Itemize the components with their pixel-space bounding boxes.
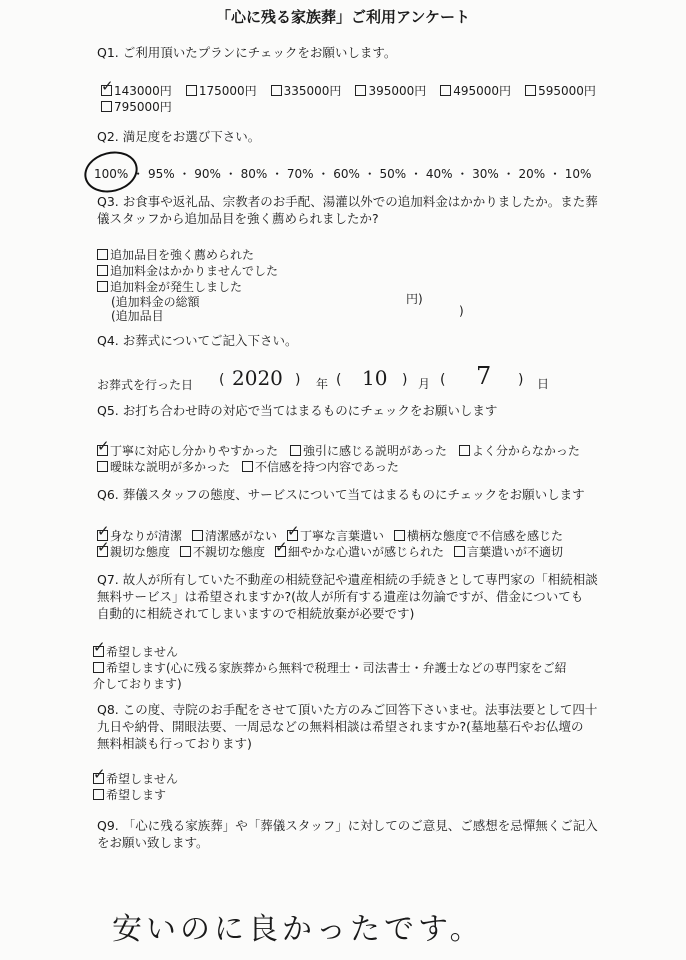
checkbox-option[interactable] — [394, 528, 563, 544]
q5-question: Q5. お打ち合わせ時の対応で当てはまるものにチェックをお願いします — [97, 403, 498, 418]
option-label: 175000円 — [198, 84, 257, 98]
option-label: 795000円 — [114, 100, 172, 114]
option-label: 不信感を持つ内容であった — [255, 460, 399, 474]
q5-options-row1 — [97, 443, 592, 459]
option-label: 身なりが清潔 — [110, 529, 183, 543]
option-label: 335000円 — [283, 84, 342, 98]
checkbox-checked[interactable] — [97, 546, 108, 557]
q3-option-no-extra-charge[interactable]: 追加料金はかかりませんでした — [97, 263, 278, 279]
checkbox-option[interactable] — [101, 83, 172, 99]
checkbox[interactable] — [459, 445, 470, 456]
satisfaction-option[interactable]: 50% — [379, 167, 407, 181]
checkbox-checked[interactable] — [97, 445, 108, 456]
checkbox-checked[interactable] — [93, 646, 104, 657]
q7-option-request-cont: 介しております) — [93, 677, 182, 691]
q6-options-row2 — [97, 544, 573, 560]
checkbox-checked[interactable] — [101, 85, 112, 96]
q1-question: Q1. ご利用頂いたプランにチェックをお願いします。 — [97, 45, 397, 60]
checkbox-option[interactable] — [440, 83, 511, 99]
satisfaction-option[interactable]: 95% — [147, 167, 175, 181]
q6-question: Q6. 葬儀スタッフの態度、サービスについて当てはまるものにチェックをお願いします — [97, 487, 585, 502]
option-label: 強引に感じる説明があった — [303, 444, 447, 458]
checkbox-option[interactable] — [287, 528, 384, 544]
checkbox-checked[interactable] — [275, 546, 286, 557]
q8-question-line3: 無料相談も行っております) — [97, 736, 252, 751]
funeral-day-value[interactable]: 7 — [476, 362, 492, 390]
option-label: 丁寧な言葉遣い — [300, 529, 385, 543]
satisfaction-option[interactable]: 40% — [425, 167, 453, 181]
checkbox-option[interactable] — [97, 528, 182, 544]
checkbox-option[interactable] — [355, 83, 426, 99]
q7-option-decline[interactable]: ✓希望しません — [93, 644, 178, 660]
checkbox[interactable] — [93, 789, 104, 800]
q8-question-line2: 九日や納骨、開眼法要、一周忌などの無料相談は希望されますか?(墓地墓石やお仏壇の — [97, 719, 584, 734]
scale-separator: ・ — [313, 167, 334, 181]
checkbox[interactable] — [97, 461, 108, 472]
scale-separator: ・ — [359, 167, 380, 181]
checkbox-option[interactable] — [275, 544, 444, 560]
checkbox-option[interactable] — [97, 459, 230, 475]
scale-separator: ・ — [128, 167, 148, 181]
q8-option-request[interactable]: 希望します — [93, 787, 166, 803]
checkbox-option[interactable] — [271, 83, 342, 99]
scale-separator: ・ — [498, 167, 519, 181]
selected-circle-mark — [80, 146, 142, 198]
q5-options-row2 — [97, 459, 411, 475]
checkbox-option[interactable] — [101, 99, 172, 115]
scale-separator: ・ — [406, 167, 426, 181]
scale-separator: ・ — [267, 167, 287, 181]
option-label: 曖昧な説明が多かった — [110, 460, 231, 474]
option-label: 丁寧に対応し分かりやすかった — [110, 444, 279, 458]
option-label: 細やかな心遣いが感じられた — [288, 545, 445, 559]
checkbox-option[interactable] — [454, 544, 563, 560]
q1-options-row1 — [101, 83, 610, 99]
scale-separator: ・ — [220, 167, 241, 181]
checkbox-checked[interactable] — [287, 530, 298, 541]
checkbox[interactable] — [97, 249, 108, 260]
checkbox[interactable] — [290, 445, 301, 456]
option-label: よく分からなかった — [471, 444, 580, 458]
option-label: 143000円 — [114, 84, 172, 98]
q3-items-close: ) — [459, 304, 464, 318]
option-label: 横柄な態度で不信感を感じた — [407, 529, 564, 543]
funeral-month-value[interactable]: 10 — [362, 366, 388, 390]
scale-separator: ・ — [545, 167, 565, 181]
checkbox[interactable] — [454, 546, 465, 557]
checkbox[interactable] — [97, 265, 108, 276]
checkbox-option[interactable] — [459, 443, 580, 459]
checkbox[interactable] — [101, 101, 112, 112]
scale-separator: ・ — [174, 167, 195, 181]
option-label: 595000円 — [538, 84, 596, 98]
q3-option-extra-charge[interactable]: 追加料金が発生しました — [97, 279, 242, 295]
q3-question-line2: 儀スタッフから追加品目を強く薦められましたか? — [97, 211, 379, 226]
checkbox-option[interactable] — [290, 443, 447, 459]
q1-options-row2 — [101, 99, 186, 115]
q3-question-line1: Q3. お食事や返礼品、宗教者のお手配、湯灌以外での追加料金はかかりましたか。また葬 — [97, 194, 598, 209]
satisfaction-option[interactable]: 10% — [564, 167, 592, 181]
option-label: 不親切な態度 — [193, 545, 266, 559]
satisfaction-option[interactable]: 60% — [333, 167, 360, 181]
checkbox-option[interactable] — [180, 544, 265, 560]
page-title: 「心に残る家族葬」ご利用アンケート — [215, 8, 471, 26]
satisfaction-option[interactable]: 80% — [240, 167, 268, 181]
checkbox-option[interactable] — [97, 443, 278, 459]
q9-question-line2: をお願い致します。 — [97, 835, 209, 850]
q7-question-line3: 自動的に相続されてしまいますので相続放棄が必要です) — [97, 606, 415, 621]
satisfaction-option[interactable]: 90% — [194, 167, 221, 181]
checkbox[interactable] — [394, 530, 405, 541]
checkbox-option[interactable] — [186, 83, 257, 99]
checkbox[interactable] — [97, 281, 108, 292]
checkbox-option[interactable] — [525, 83, 596, 99]
q4-question: Q4. お葬式についてご記入下さい。 — [97, 333, 298, 348]
q7-question-line1: Q7. 故人が所有していた不動産の相続登記や遺産相続の手続きとして専門家の「相続相談 — [97, 572, 598, 587]
checkbox-option[interactable] — [97, 544, 170, 560]
q9-handwritten-answer[interactable]: 安いのに良かったです。 — [112, 912, 484, 947]
checkbox[interactable] — [525, 85, 536, 96]
satisfaction-option[interactable]: 70% — [286, 167, 314, 181]
option-label: 395000円 — [368, 84, 427, 98]
q6-options-row1 — [97, 528, 573, 544]
satisfaction-option[interactable]: 30% — [472, 167, 499, 181]
satisfaction-option[interactable]: 20% — [518, 167, 546, 181]
scale-separator: ・ — [452, 167, 473, 181]
funeral-date-label: お葬式を行った日 — [97, 378, 194, 392]
q2-question: Q2. 満足度をお選び下さい。 — [97, 129, 261, 144]
option-label: 言葉遣いが不適切 — [467, 545, 564, 559]
checkbox[interactable] — [186, 85, 197, 96]
checkbox[interactable] — [440, 85, 451, 96]
q3-items-label: (追加品目 — [111, 309, 164, 323]
checkbox[interactable] — [355, 85, 366, 96]
checkbox[interactable] — [242, 461, 253, 472]
q3-total-label: (追加料金の総額 — [111, 295, 200, 309]
option-label: 親切な態度 — [110, 545, 171, 559]
q3-option-strongly-recommended[interactable]: 追加品目を強く薦められた — [97, 247, 254, 263]
satisfaction-scale — [94, 166, 591, 182]
checkbox-checked[interactable] — [93, 773, 104, 784]
checkbox[interactable] — [192, 530, 203, 541]
q7-question-line2: 無料サービス」は希望されますか?(故人が所有する遺産は勿論ですが、借金についても — [97, 589, 584, 604]
checkbox[interactable] — [180, 546, 191, 557]
funeral-year-value[interactable]: 2020 — [232, 366, 283, 390]
checkbox-option[interactable] — [192, 528, 277, 544]
checkbox-option[interactable] — [242, 459, 399, 475]
satisfaction-option[interactable]: 100% — [94, 167, 129, 181]
option-label: 清潔感がない — [205, 529, 278, 543]
checkbox[interactable] — [93, 662, 104, 673]
q8-question-line1: Q8. この度、寺院のお手配をさせて頂いた方のみご回答下さいませ。法事法要として四十 — [97, 702, 598, 717]
checkbox[interactable] — [271, 85, 282, 96]
q8-option-decline[interactable]: ✓希望しません — [93, 771, 178, 787]
q3-total-unit: 円) — [406, 292, 423, 306]
option-label: 495000円 — [453, 84, 512, 98]
q7-option-request[interactable]: 希望します(心に残る家族葬から無料で税理士・司法書士・弁護士などの専門家をご紹 — [93, 660, 567, 676]
q9-question-line1: Q9. 「心に残る家族葬」や「葬儀スタッフ」に対してのご意見、ご感想を忌憚無くご記入 — [97, 818, 598, 833]
